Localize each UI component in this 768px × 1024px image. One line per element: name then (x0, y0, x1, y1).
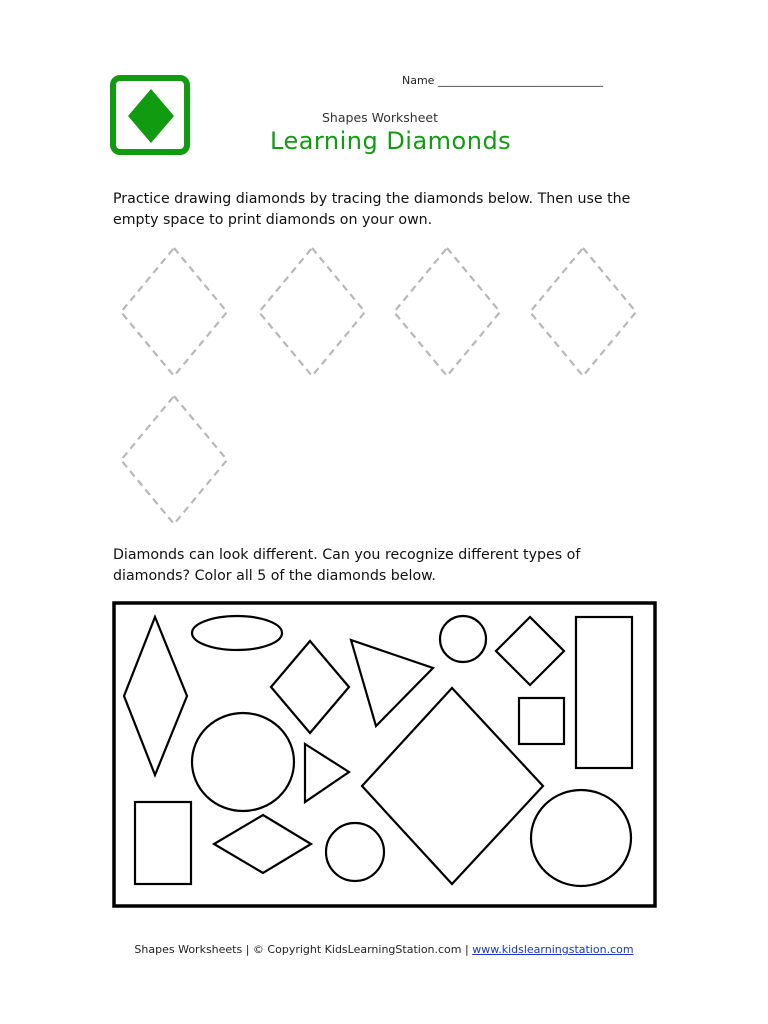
shape-tall-rectangle (576, 617, 632, 768)
shape-square (519, 698, 564, 744)
footer-copyright: Shapes Worksheets | © Copyright KidsLearningStation.com | (134, 943, 469, 956)
shape-circle-bottom (326, 823, 384, 881)
shape-triangle-small (305, 744, 349, 802)
name-label: Name (402, 74, 435, 87)
shape-diamond-large (362, 688, 543, 884)
trace-instructions: Practice drawing diamonds by tracing the diamonds below. Then use the empty space to print diamonds on your own. (113, 191, 631, 228)
shape-tall-diamond (124, 617, 187, 775)
shape-diamond-small (271, 641, 349, 733)
worksheet-subtitle: Shapes Worksheet (322, 110, 438, 125)
shape-diamond-right (496, 617, 564, 685)
page-title: Learning Diamonds (270, 127, 512, 155)
shape-rectangle (135, 802, 191, 884)
footer-link[interactable]: www.kidslearningstation.com (472, 943, 634, 956)
shape-circle-small (440, 616, 486, 662)
shape-ellipse (192, 616, 282, 650)
shape-triangle-large (351, 640, 433, 726)
shape-flat-diamond (214, 815, 311, 873)
name-blank: ______________________________ (437, 74, 603, 87)
color-instructions: Diamonds can look different. Can you recognize different types of diamonds? Color all 5 of the diamonds below. (113, 547, 581, 584)
footer (0, 943, 768, 956)
shape-circle-large (531, 790, 631, 886)
shape-circle-medium (192, 713, 294, 811)
